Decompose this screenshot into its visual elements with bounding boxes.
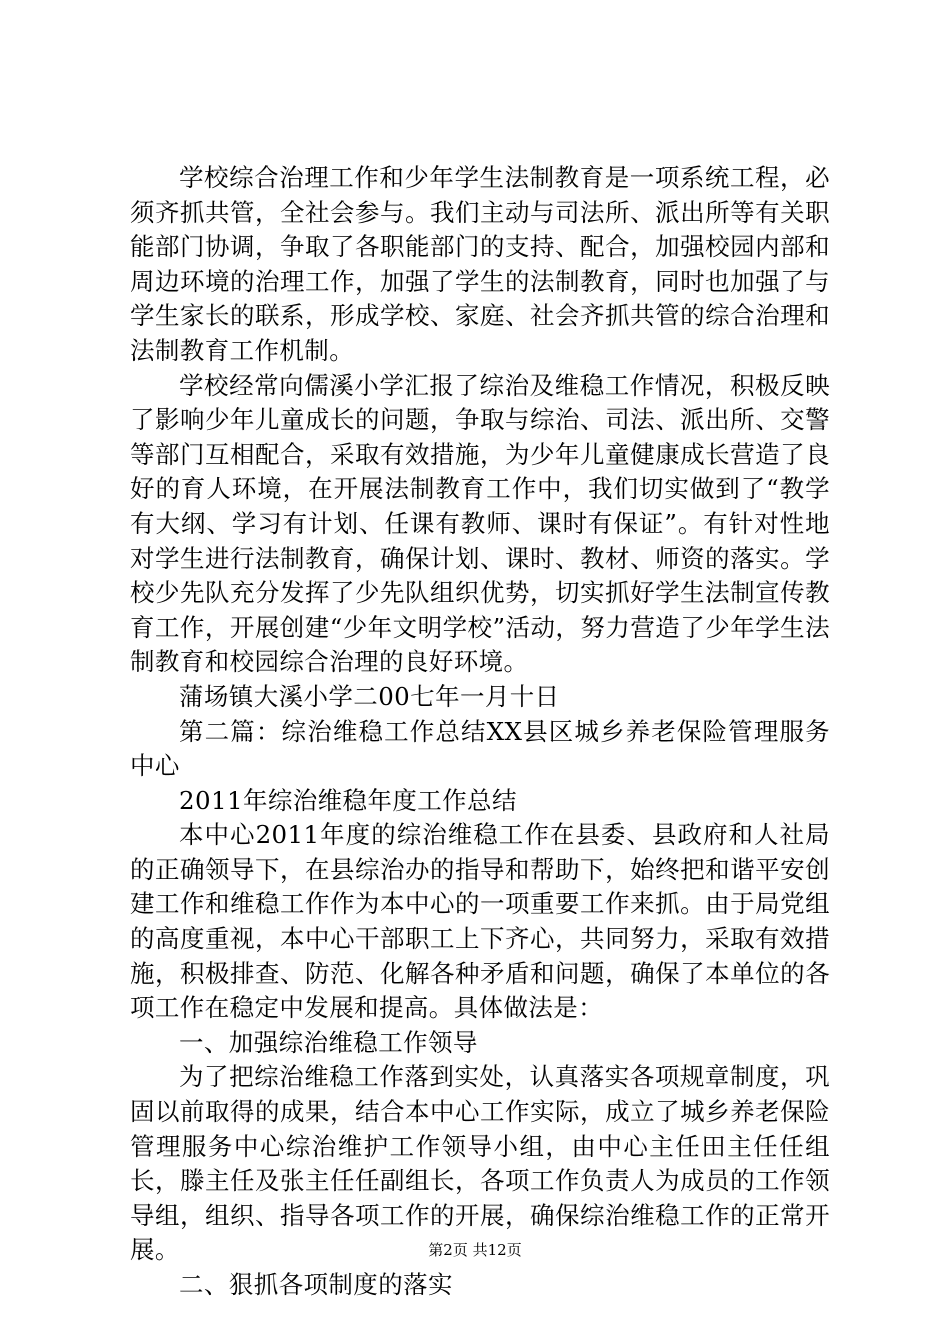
page-number-footer: 第2页 共12页	[428, 1241, 522, 1259]
paragraph-2: 学校经常向儒溪小学汇报了综治及维稳工作情况，积极反映了影响少年儿童成长的问题，争取与综治、司法、派出所、交警等部门互相配合，采取有效措施，为少年儿童健康成长营造了良好的育人环境，在开展法制教育工作中，我们切实做到了“教学有大纲、学习有计划、任课有教师、课时有保证”。有针对性地对学生进行法制教育，确保计划、课时、教材、师资的落实。学校少先队充分发挥了少先队组织优势，切实抓好学生法制宣传教育工作，开展创建“少年文明学校”活动，努力营造了少年学生法制教育和校园综合治理的良好环境。	[130, 370, 830, 677]
signature-line: 蒲场镇大溪小学二00七年一月十日	[179, 681, 560, 711]
section-heading: 第二篇：综治维稳工作总结XX县区城乡养老保险管理服务中心	[130, 716, 830, 781]
document-body	[130, 161, 830, 1303]
subheading-2: 二、狠抓各项制度的落实	[179, 1270, 453, 1299]
subheading-1: 一、加强综治维稳工作领导	[179, 1027, 478, 1057]
paragraph-intro: 本中心2011年度的综治维稳工作在县委、县政府和人社局的正确领导下，在县综治办的指导和帮助下，始终把和谐平安创建工作和维稳工作作为本中心的一项重要工作来抓。由于局党组的高度重视，本中心干部职工上下齐心，共同努力，采取有效措施，积极排查、防范、化解各种矛盾和问题，确保了本单位的各项工作在稳定中发展和提高。具体做法是：	[130, 820, 830, 1023]
report-title: 2011年综治维稳年度工作总结	[179, 785, 517, 815]
paragraph-1: 学校综合治理工作和少年学生法制教育是一项系统工程，必须齐抓共管，全社会参与。我们主动与司法所、派出所等有关职能部门协调，争取了各职能部门的支持、配合，加强校园内部和周边环境的治理工作，加强了学生的法制教育，同时也加强了与学生家长的联系，形成学校、家庭、社会齐抓共管的综合治理和法制教育工作机制。	[130, 163, 830, 365]
paragraph-3: 为了把综治维稳工作落到实处，认真落实各项规章制度，巩固以前取得的成果，结合本中心工作实际，成立了城乡养老保险管理服务中心综治维护工作领导小组，由中心主任田主任任组长，滕主任及张主任任副组长，各项工作负责人为成员的工作领导组，组织、指导各项工作的开展，确保综治维稳工作的正常开展。	[130, 1062, 830, 1265]
